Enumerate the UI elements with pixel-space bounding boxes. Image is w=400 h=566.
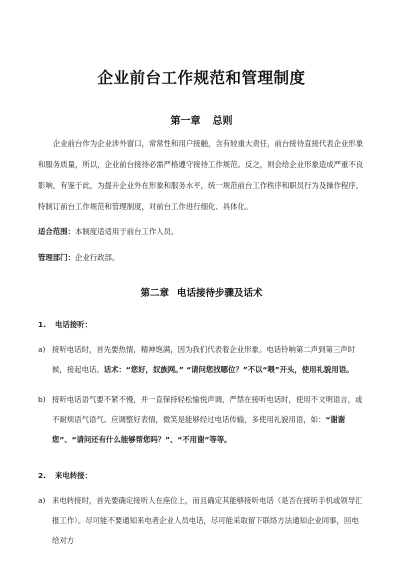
section-1-label: 电话接听： (55, 320, 92, 329)
section-1-heading (38, 319, 365, 330)
item-text (52, 390, 365, 450)
dept-value: 企业行政部。 (74, 253, 120, 262)
dept-label: 管理部门： (38, 253, 75, 262)
document-title: 企业前台工作规范和管理制度 (97, 69, 306, 87)
item-text-bold: “谢谢您”、“请问还有什么能够帮您吗？”、“不用谢”等等。 (52, 415, 346, 444)
scope-line (38, 226, 365, 238)
item-text-normal: 接听电话时，首先要热情，精神饱满，因为我们代表着企业形象。电话铃响第二声到第三声时候，接起电话。 (52, 345, 356, 374)
list-item (38, 390, 365, 450)
item-marker: a) (38, 496, 46, 505)
item-text-bold: 话术：“您好，奴族网。” “请问您找哪位？”不以“喂”开头，使用礼貌用语。 (103, 365, 354, 374)
chapter-1-name: 总则 (212, 116, 233, 127)
item-text-normal: 接听电话语气要不紧不慢，并一直保持轻松愉悦声调，严禁在接听电话时，使用不文明语言，或不耐烦语气语气。应调整好表情，微笑是能够经过电话传输，多使用礼貌用语，如： (52, 395, 363, 424)
item-text (52, 340, 365, 380)
chapter-1-heading (38, 112, 365, 127)
item-marker: a) (38, 345, 46, 354)
scope-label: 适合范围： (38, 227, 75, 236)
section-2-label: 来电转接： (55, 471, 92, 480)
section-2-heading (38, 470, 365, 481)
dept-line (38, 252, 365, 264)
list-item (38, 491, 365, 551)
chapter-1-paragraph: 企业前台作为企业涉外窗口，常常性和用户接触，含有较重大责任，前台接待直接代表企业形象和服务质量，所以，企业前台接待必需严格遵守接待工作规范。反之，则会给企业形象造成严重不良影响，有鉴于此，为提升企业外在形象和服务水平，统一规范前台工作秩序和职员行为及操作程序，特制订前台工作规范和管理制度，对前台工作进行细化、具体化。 (38, 139, 364, 211)
chapter-2-heading (38, 285, 365, 299)
document-page (0, 66, 400, 566)
item-marker: b) (38, 395, 46, 404)
list-item (38, 340, 365, 380)
section-2-number: 2. (38, 471, 46, 480)
scope-value: 本制度适适用于前台工作人员。 (74, 227, 179, 236)
chapter-1-number: 第一章 (170, 116, 201, 127)
chapter-2-number: 第二章 (140, 288, 169, 299)
section-1-number: 1. (38, 320, 46, 329)
item-text: 来电转接时，首先要确定接听人在座位上，而且确定其能够接听电话（是否在接听手机或领导汇报工作）。尽可能不要通知来电者企业人员电话，尽可能采取留下联络方法通知企业同事，回电给对方 (52, 496, 363, 545)
chapter-2-name: 电话接待步骤及话术 (177, 288, 263, 299)
